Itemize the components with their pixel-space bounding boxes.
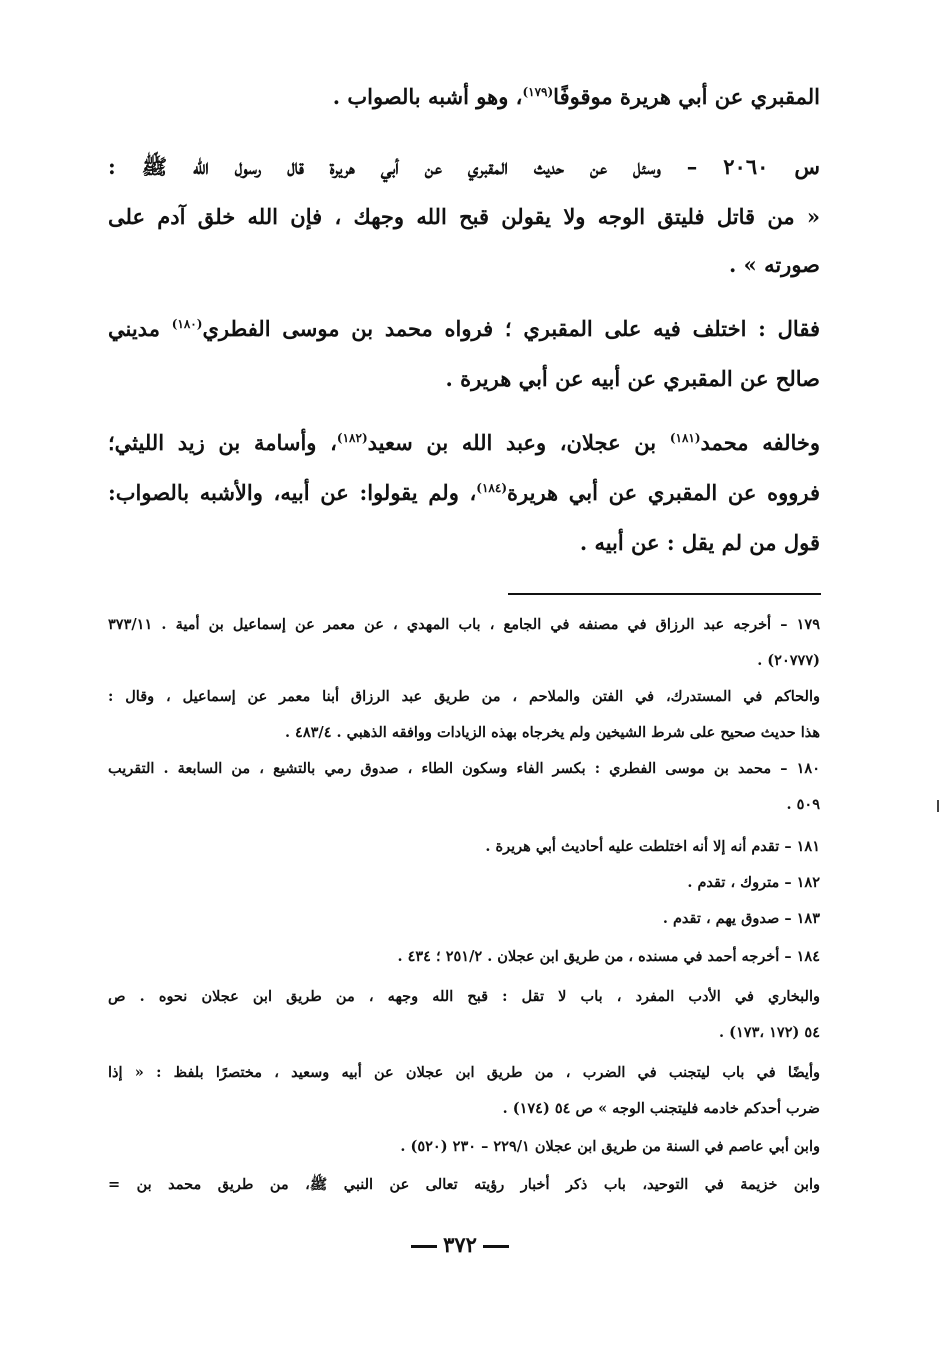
footnote-179: ١٧٩ – أخرجه عبد الرزاق في مصنفه في الجامع ، باب المهدي ، عن معمر عن إسماعيل بن أمية . ٣٧٣/١١	[108, 616, 820, 633]
footnote-183: ١٨٣ – صدوق يهم ، تقدم .	[662, 910, 820, 927]
main-text: وخالفه محمد	[700, 430, 820, 455]
footnote-line: والحاكم في المستدرك، في الفتن والملاحم ، من طريق عبد الرزاق أبنا معمر عن إسماعيل ، وقال :	[108, 688, 820, 705]
main-line-2: س ٢٠٦٠ – وسئل عن حديث المقبري عن أبي هريرة قال رسول الله ﷺ :	[108, 154, 821, 179]
main-line-9: قول من لم يقل : عن أبيه .	[579, 530, 820, 555]
footnote-181: ١٨١ – تقدم أنه إلا أنه اختلطت عليه أحاديث أبي هريرة .	[485, 838, 820, 855]
footnote-ref-180[interactable]: (١٨٠)	[171, 317, 203, 331]
main-line-7	[108, 430, 820, 455]
footnote-line: وابن أبي عاصم في السنة من طريق ابن عجلان ٢٢٩/١ – ٢٣٠ (٥٢٠) .	[400, 1138, 820, 1155]
footnote-line: وابن خزيمة في التوحيد، باب ذكر أخبار رؤيته تعالى عن النبي ﷺ، من طريق محمد بن =	[108, 1176, 820, 1193]
footnote-line: ٥٠٩ .	[786, 796, 820, 813]
footnote-ref-182[interactable]: (١٨٢)	[336, 431, 368, 445]
footnote-line: والبخاري في الأدب المفرد ، باب لا تقل : قبح الله وجهه ، من طريق ابن عجلان نحوه . ص	[108, 988, 820, 1005]
main-text: بن عجلان، وعبد الله بن سعيد	[367, 430, 670, 455]
footnote-line: هذا حديث صحيح على شرط الشيخين ولم يخرجاه بهذه الزيادات ووافقه الذهبي . ٤٨٣/٤ .	[284, 724, 820, 741]
footnote-line: وأيضًا في باب ليتجنب في الضرب ، من طريق ابن عجلان عن أبيه وسعيد ، مختصرًا بلفظ : « إذا	[108, 1064, 820, 1081]
main-text: فقال : اختلف فيه على المقبري ؛ فرواه محمد بن موسى الفطري	[202, 316, 820, 341]
footnote-line: (٢٠٧٧٧) .	[757, 652, 820, 669]
main-line-8	[108, 480, 820, 505]
main-line-6: صالح عن المقبري عن أبيه عن أبي هريرة .	[445, 366, 820, 391]
dash-right	[411, 1245, 437, 1248]
main-text: فرووه عن المقبري عن أبي هريرة	[507, 480, 820, 505]
main-text: ، وهو أشبه بالصواب .	[332, 84, 523, 109]
footnote-182: ١٨٢ – متروك ، تقدم .	[687, 874, 820, 891]
main-line-5	[108, 316, 820, 341]
footnote-line: ٥٤ (١٧٢ ،١٧٣) .	[719, 1024, 820, 1041]
main-text: المقبري عن أبي هريرة موقوفًا	[553, 84, 820, 109]
footnote-ref-184[interactable]: (١٨٤)	[476, 481, 508, 495]
main-text: ، ولم يقولوا: عن أبيه، والأشبه بالصواب:	[108, 480, 477, 505]
footnote-180: ١٨٠ – محمد بن موسى الفطري : بكسر الفاء وسكون الطاء ، صدوق رمي بالتشيع ، من السابعة . التقريب	[108, 760, 820, 777]
page-number	[398, 1232, 522, 1257]
main-text: مديني	[108, 316, 172, 341]
main-line-4: صورته » .	[729, 252, 820, 277]
dash-left	[483, 1245, 509, 1248]
footnote-ref-181[interactable]: (١٨١)	[669, 431, 701, 445]
main-line-3: « من قاتل فليتق الوجه ولا يقولن قبح الله وجهك ، فإن الله خلق آدم على	[108, 204, 820, 229]
footnote-184: ١٨٤ – أخرجه أحمد في مسنده ، من طريق ابن عجلان . ٢٥١/٢ ؛ ٤٣٤ .	[397, 948, 820, 965]
main-line-1	[333, 84, 820, 109]
footnote-line: ضرب أحدكم خادمه فليتجنب الوجه » ص ٥٤ (١٧٤) .	[502, 1100, 820, 1117]
footnote-ref-179[interactable]: (١٧٩)	[522, 85, 554, 99]
footnote-divider	[508, 593, 821, 595]
scan-artifact	[937, 800, 939, 812]
main-text: ، وأسامة بن زيد الليثي؛	[108, 430, 337, 455]
page-number-text: ٣٧٢	[443, 1232, 477, 1257]
